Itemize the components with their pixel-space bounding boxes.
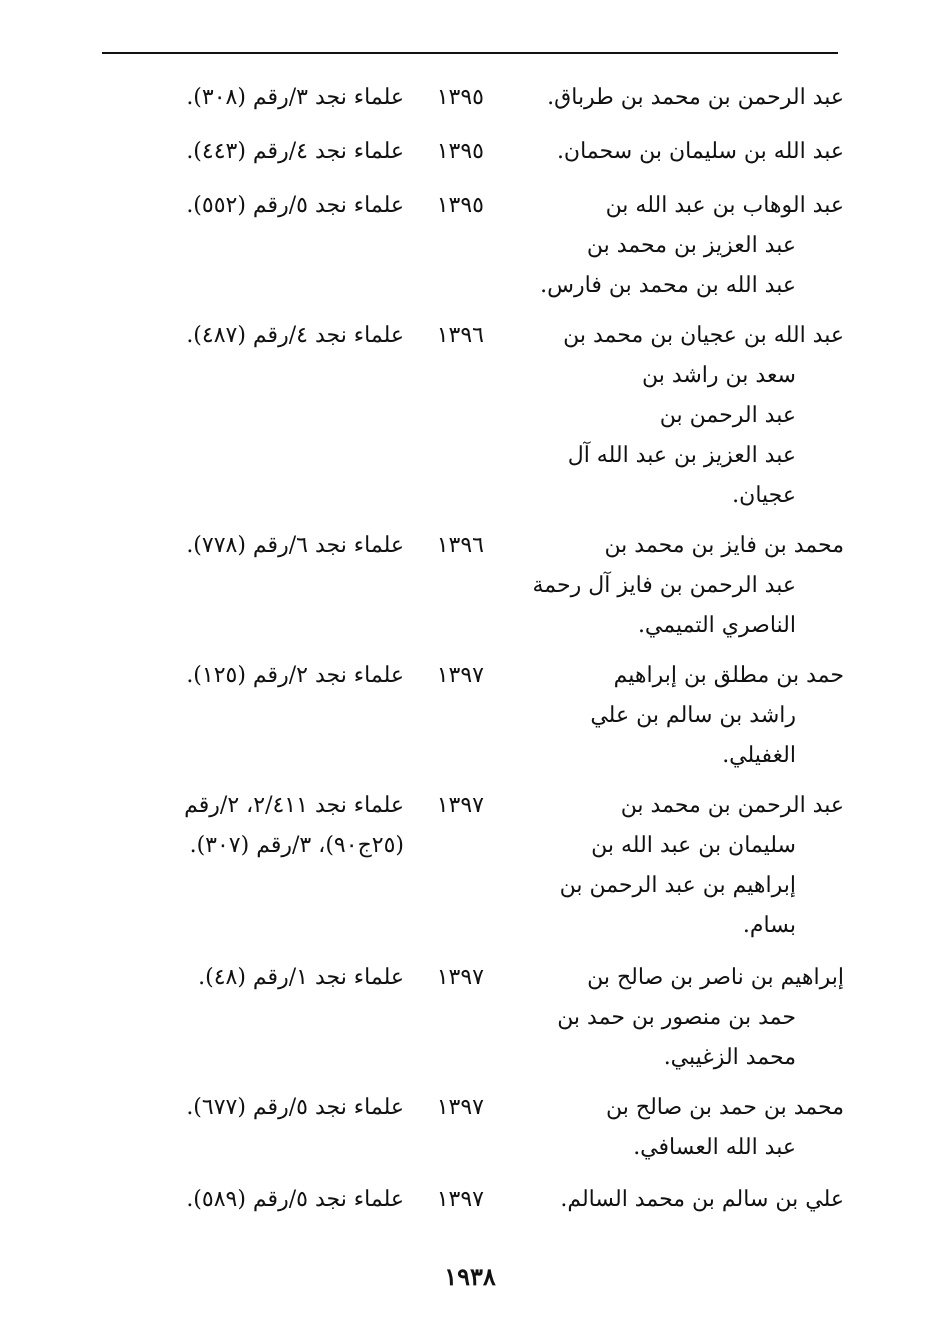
entry-name (514, 78, 844, 118)
name-line: حمد بن مطلق بن إبراهيم (613, 663, 844, 688)
name-line: محمد بن فايز بن محمد بن (604, 533, 844, 558)
entry-name (514, 316, 844, 516)
entry-year: ١٣٩٥ (436, 139, 484, 164)
name-line: حمد بن منصور بن حمد بن (557, 1005, 796, 1030)
entry-source (99, 78, 404, 118)
entry-source (99, 656, 404, 696)
source-line: علماء نجد ٦/رقم (٧٧٨). (186, 533, 404, 558)
entry-year: ١٣٩٦ (436, 323, 484, 348)
entry-source (99, 958, 404, 998)
entry-source (99, 132, 404, 172)
name-line: عبد الله بن سليمان بن سحمان. (556, 139, 844, 164)
entry-name (514, 132, 844, 172)
entry-name (514, 526, 844, 646)
name-line: عبد الله العسافي. (633, 1135, 796, 1160)
entry-year: ١٣٩٧ (436, 793, 484, 818)
name-line: عبد الرحمن بن فايز آل رحمة (532, 573, 796, 598)
name-line: راشد بن سالم بن علي (590, 703, 796, 728)
entry-name (514, 656, 844, 776)
entry-year: ١٣٩٧ (436, 965, 484, 990)
name-line: عبد الرحمن بن محمد بن طرباق. (547, 85, 844, 110)
entry-name (514, 786, 844, 946)
name-line: محمد بن حمد بن صالح بن (606, 1095, 844, 1120)
name-line: عجيان. (732, 483, 796, 508)
entry-name (514, 958, 844, 1078)
name-line: عبد العزيز بن عبد الله آل (567, 443, 796, 468)
name-line: عبد الرحمن بن محمد بن (620, 793, 844, 818)
name-line: الغفيلي. (722, 743, 796, 768)
entry-year: ١٣٩٥ (436, 193, 484, 218)
entry-name (514, 1088, 844, 1168)
source-line: علماء نجد ٢/رقم (١٢٥). (186, 663, 404, 688)
entry-source (99, 1180, 404, 1220)
entry-source (99, 316, 404, 356)
source-line: علماء نجد ٥/رقم (٦٧٧). (186, 1095, 404, 1120)
name-line: عبد الله بن عجيان بن محمد بن (563, 323, 844, 348)
source-line: علماء نجد ٥/رقم (٥٨٩). (186, 1187, 404, 1212)
entry-year: ١٣٩٧ (436, 1095, 484, 1120)
source-line: علماء نجد ٥/رقم (٥٥٢). (186, 193, 404, 218)
entry-year: ١٣٩٧ (436, 1187, 484, 1212)
entry-source (99, 526, 404, 566)
entry-year: ١٣٩٦ (436, 533, 484, 558)
name-line: سعد بن راشد بن (641, 363, 796, 388)
source-line: علماء نجد ٤/رقم (٤٤٣). (186, 139, 404, 164)
entry-source (99, 186, 404, 226)
source-line: علماء نجد ٣/رقم (٣٠٨). (186, 85, 404, 110)
name-line: عبد العزيز بن محمد بن (586, 233, 796, 258)
entry-year: ١٣٩٧ (436, 663, 484, 688)
name-line: إبراهيم بن عبد الرحمن بن (559, 873, 796, 898)
name-line: محمد الزغيبي. (663, 1045, 796, 1070)
entry-source (99, 1088, 404, 1128)
source-line: علماء نجد ٤/رقم (٤٨٧). (186, 323, 404, 348)
entry-name (514, 1180, 844, 1220)
name-line: عبد الرحمن بن (659, 403, 796, 428)
page-number: ١٩٣٨ (444, 1262, 496, 1291)
name-line: عبد الوهاب بن عبد الله بن (605, 193, 844, 218)
name-line: سليمان بن عبد الله بن (591, 833, 796, 858)
name-line: بسام. (742, 913, 796, 938)
source-line: علماء نجد ١/رقم (٤٨). (198, 965, 404, 990)
name-line: علي بن سالم بن محمد السالم. (560, 1187, 844, 1212)
source-line: علماء نجد ٢/٤١١، ٢/رقم (184, 793, 404, 818)
name-line: إبراهيم بن ناصر بن صالح بن (587, 965, 844, 990)
entry-name (514, 186, 844, 306)
entry-source (99, 786, 404, 866)
entry-year: ١٣٩٥ (436, 85, 484, 110)
source-line: (٢٥ج٩٠)، ٣/رقم (٣٠٧). (189, 833, 404, 858)
name-line: الناصري التميمي. (637, 613, 796, 638)
name-line: عبد الله بن محمد بن فارس. (540, 273, 796, 298)
